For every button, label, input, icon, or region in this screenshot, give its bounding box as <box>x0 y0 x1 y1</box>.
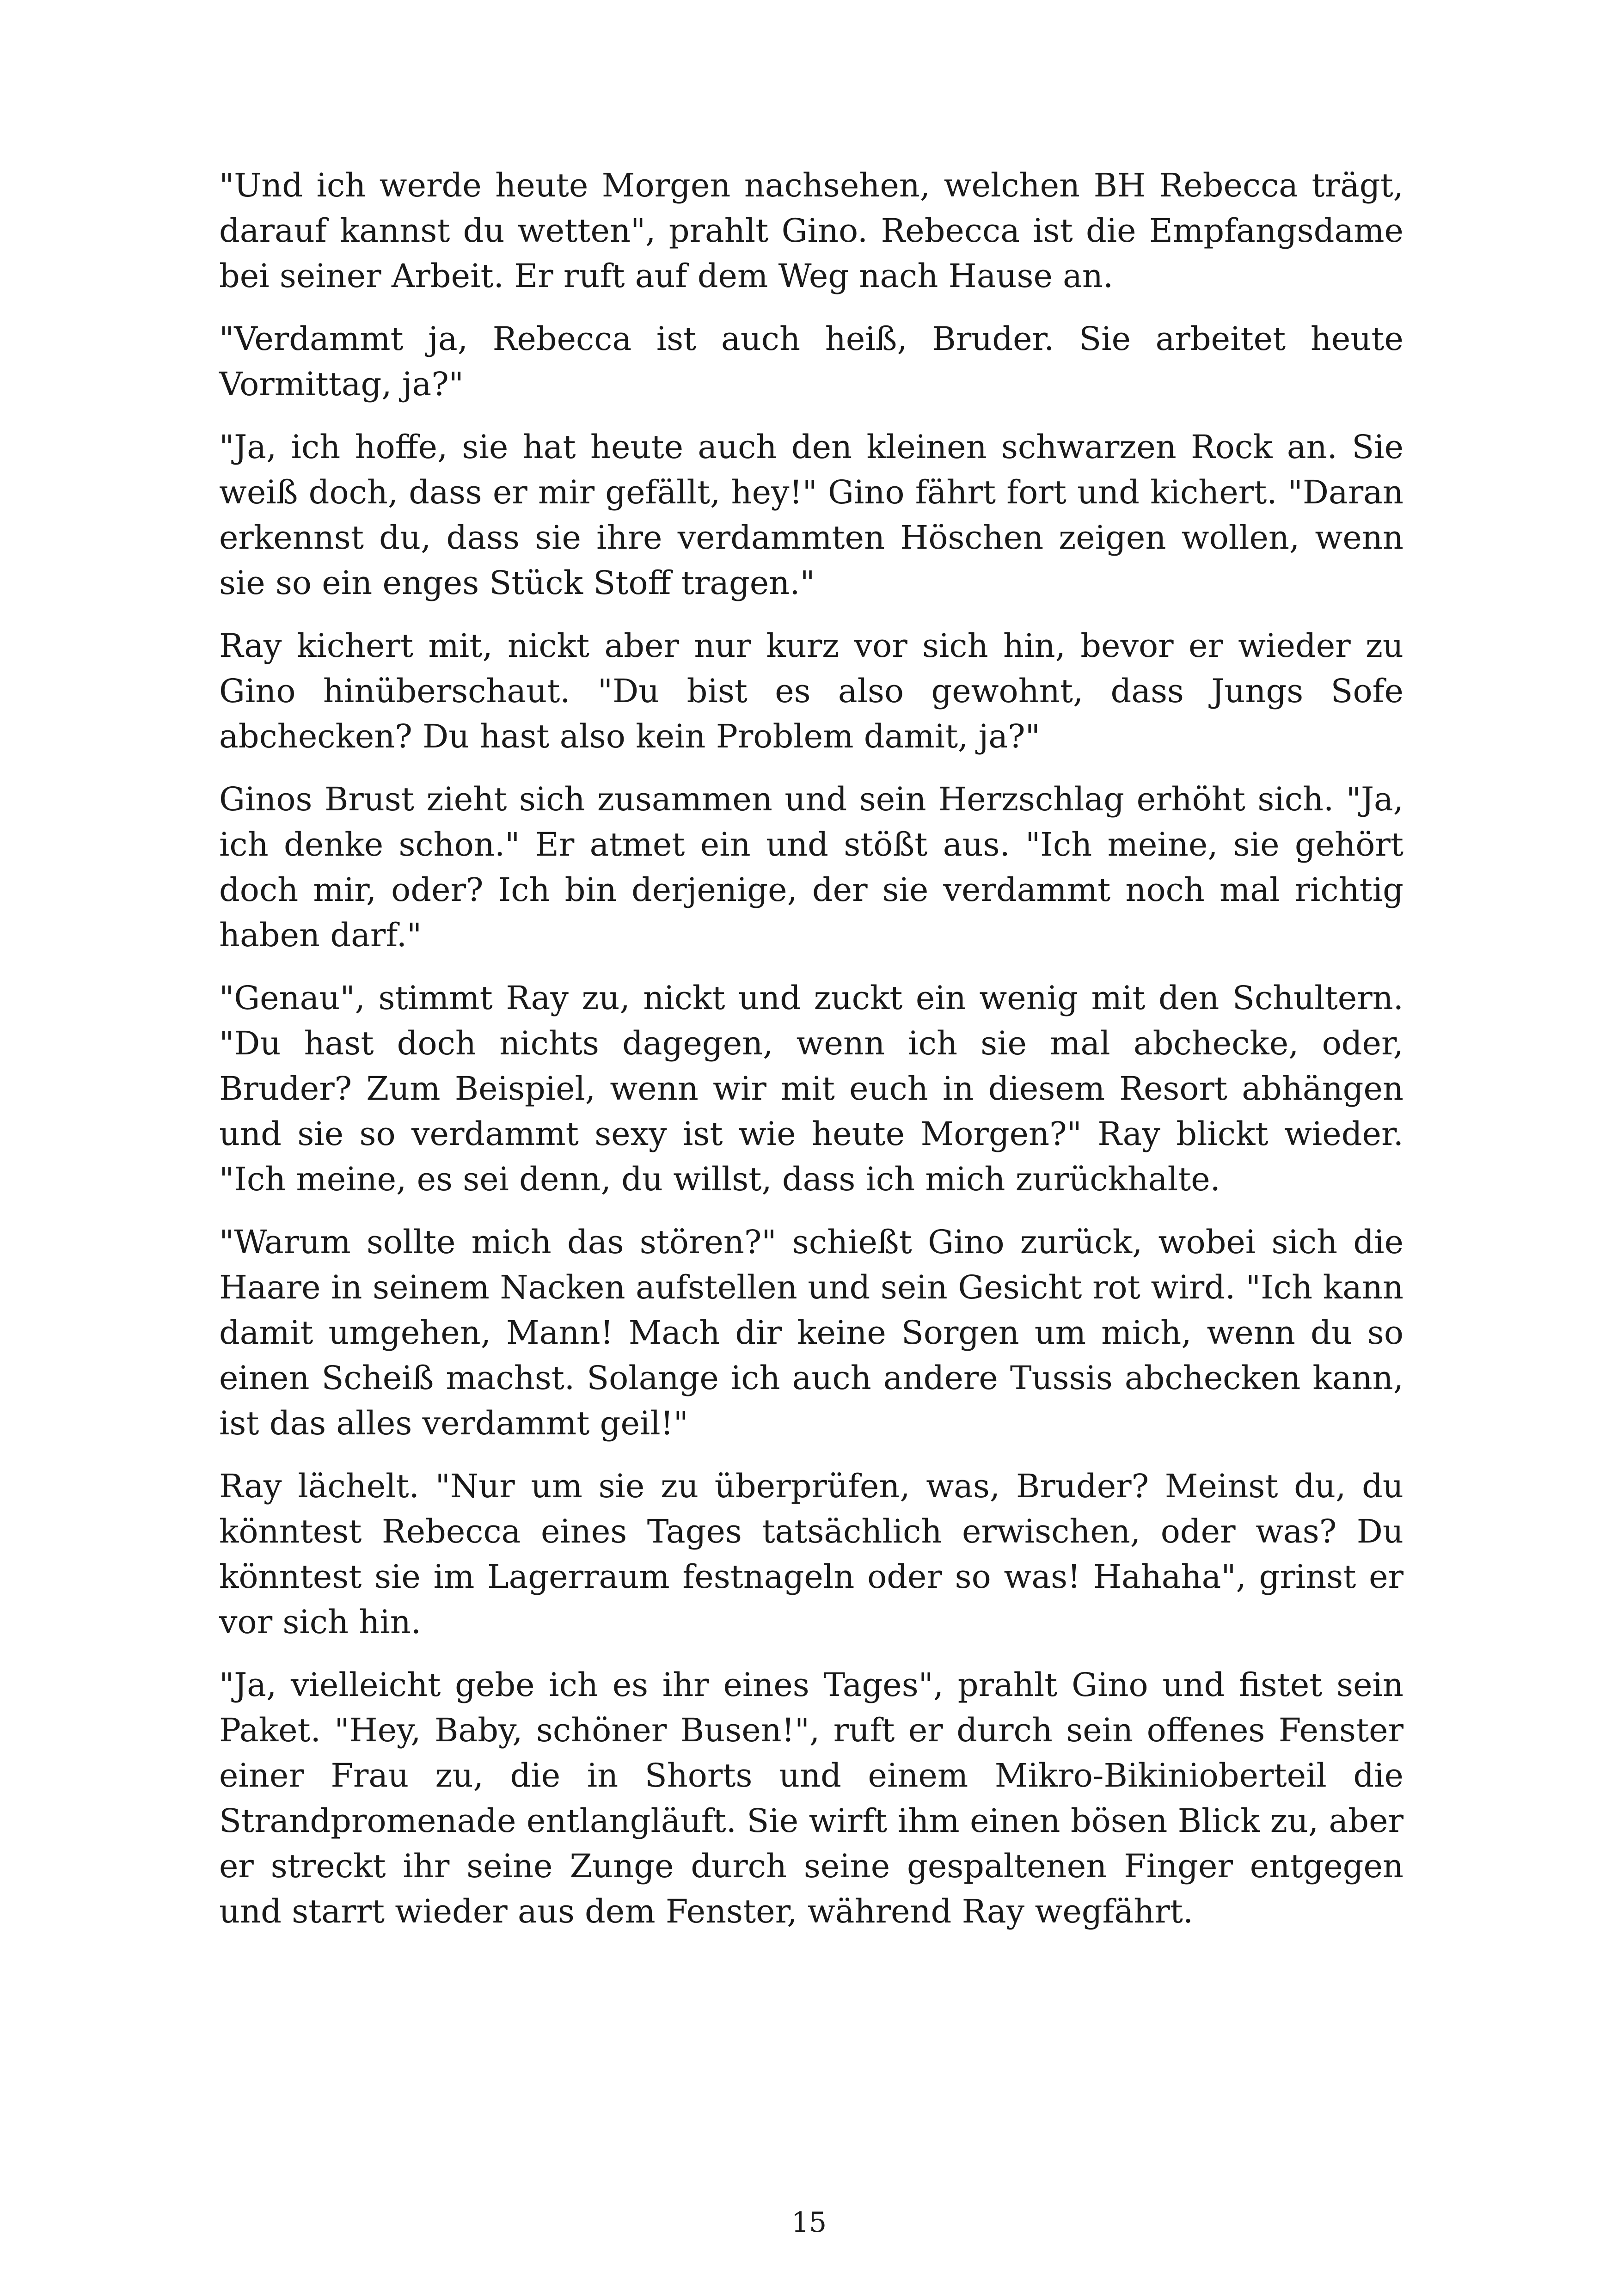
paragraph-8: Ray lächelt. "Nur um sie zu überprüfen, was, Bruder? Meinst du, du könntest Rebecca eines Tages tatsächlich erwischen, oder was? Du könntest sie im Lagerraum festnageln oder so was! Hahaha", grinst er vor sich hin. <box>219 1467 1403 1641</box>
paragraph-9: "Ja, vielleicht gebe ich es ihr eines Tages", prahlt Gino und fistet sein Paket. "Hey, Baby, schöner Busen!", ruft er durch sein offenes Fenster einer Frau zu, die in Shorts und einem Mikro-Bikinioberteil die Strandpromenade entlangläuft. Sie wirft ihm einen bösen Blick zu, aber er streckt ihr seine Zunge durch seine gespaltenen Finger entgegen und starrt wieder aus dem Fenster, während Ray wegfährt. <box>219 1666 1403 1930</box>
body-text <box>219 163 1403 1952</box>
paragraph-3: "Ja, ich hoffe, sie hat heute auch den kleinen schwarzen Rock an. Sie weiß doch, dass er mir gefällt, hey!" Gino fährt fort und kichert. "Daran erkennst du, dass sie ihre verdammten Höschen zeigen wollen, wenn sie so ein enges Stück Stoff tragen." <box>219 428 1403 602</box>
paragraph-2: "Verdammt ja, Rebecca ist auch heiß, Bruder. Sie arbeitet heute Vormittag, ja?" <box>219 320 1403 403</box>
page-number: 15 <box>791 2206 827 2239</box>
paragraph-5: Ginos Brust zieht sich zusammen und sein Herzschlag erhöht sich. "Ja, ich denke schon." Er atmet ein und stößt aus. "Ich meine, sie gehört doch mir, oder? Ich bin derjenige, der sie verdammt noch mal richtig haben darf." <box>219 780 1403 954</box>
paragraph-1: "Und ich werde heute Morgen nachsehen, welchen BH Rebecca trägt, darauf kannst du wetten", prahlt Gino. Rebecca ist die Empfangsdame bei seiner Arbeit. Er ruft auf dem Weg nach Hause an. <box>219 166 1403 295</box>
paragraph-4: Ray kichert mit, nickt aber nur kurz vor sich hin, bevor er wieder zu Gino hinüberschaut. "Du bist es also gewohnt, dass Jungs Sofe abchecken? Du hast also kein Problem damit, ja?" <box>219 627 1403 755</box>
paragraph-6: "Genau", stimmt Ray zu, nickt und zuckt ein wenig mit den Schultern. "Du hast doch nichts dagegen, wenn ich sie mal abchecke, oder, Bruder? Zum Beispiel, wenn wir mit euch in diesem Resort abhängen und sie so verdammt sexy ist wie heute Morgen?" Ray blickt wieder. "Ich meine, es sei denn, du willst, dass ich mich zurückhalte. <box>219 979 1403 1198</box>
paragraph-7: "Warum sollte mich das stören?" schießt Gino zurück, wobei sich die Haare in seinem Nacken aufstellen und sein Gesicht rot wird. "Ich kann damit umgehen, Mann! Mach dir keine Sorgen um mich, wenn du so einen Scheiß machst. Solange ich auch andere Tussis abchecken kann, ist das alles verdammt geil!" <box>219 1223 1403 1442</box>
